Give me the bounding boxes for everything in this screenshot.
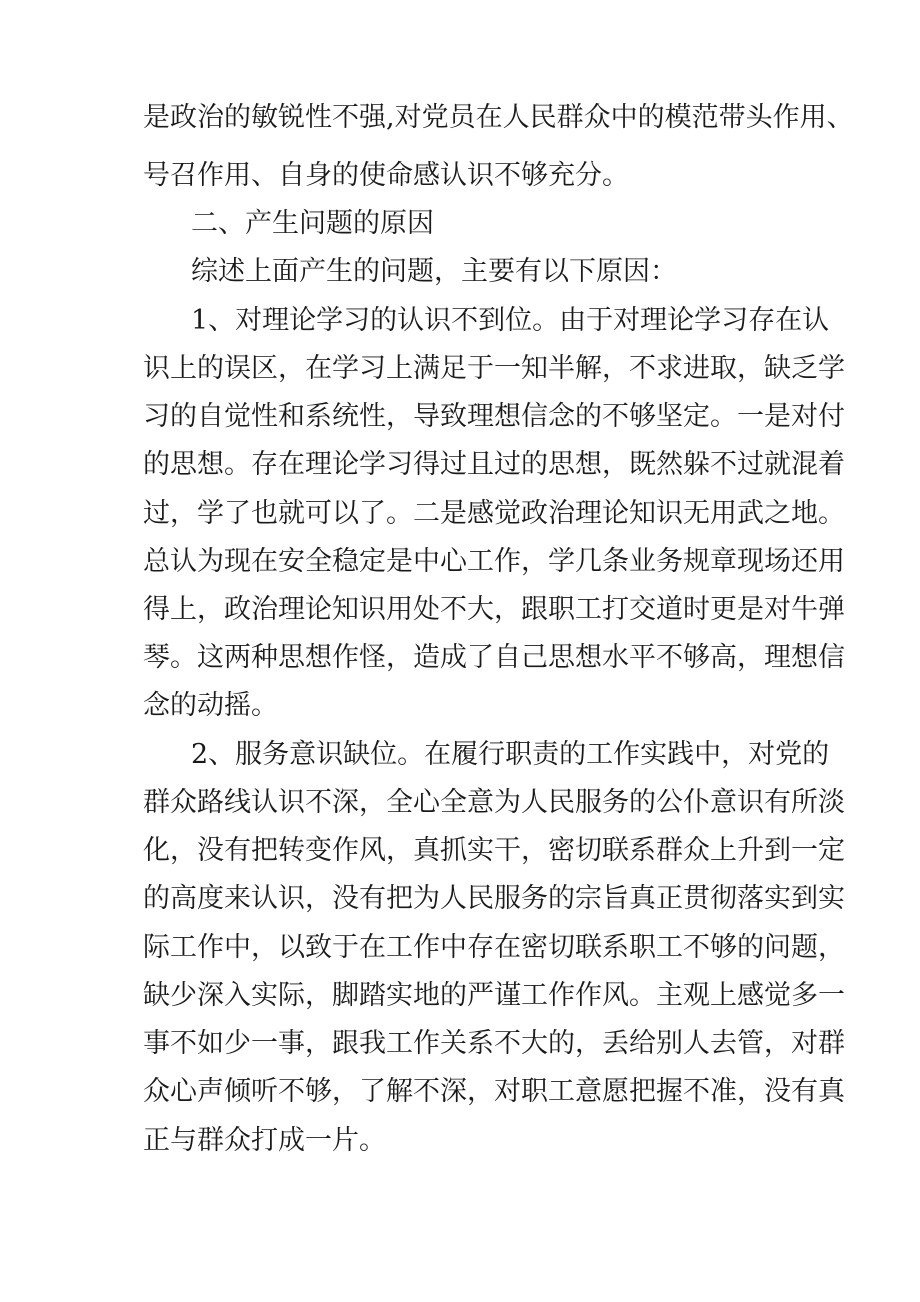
text-line: 事不如少一事，跟我工作关系不大的，丢给别人去管，对群 xyxy=(143,1028,845,1059)
text-line: 习的自觉性和系统性，导致理想信念的不够坚定。一是对付 xyxy=(143,401,845,432)
text-line: 际工作中，以致于在工作中存在密切联系职工不够的问题， xyxy=(143,932,845,963)
text-line: 的高度来认识，没有把为人民服务的宗旨真正贯彻落实到实 xyxy=(143,883,845,914)
text-line: 正与群众打成一片。 xyxy=(143,1125,386,1156)
text-line: 念的动摇。 xyxy=(143,690,278,721)
text-line: 识上的误区，在学习上满足于一知半解，不求进取，缺乏学 xyxy=(143,353,845,384)
text-line: 总认为现在安全稳定是中心工作，学几条业务规章现场还用 xyxy=(143,546,845,577)
text-line: 过，学了也就可以了。二是感觉政治理论知识无用武之地。 xyxy=(143,498,845,529)
text-line: 得上，政治理论知识用处不大，跟职工打交道时更是对牛弹 xyxy=(143,594,845,625)
text-line: 是政治的敏锐性不强,对党员在人民群众中的模范带头作用、 xyxy=(143,102,854,133)
text-line: 2、服务意识缺位。在履行职责的工作实践中，对党的 xyxy=(191,739,830,770)
text-line: 化，没有把转变作风，真抓实干，密切联系群众上升到一定 xyxy=(143,835,845,866)
text-line: 综述上面产生的问题，主要有以下原因： xyxy=(191,256,677,287)
text-line: 琴。这两种思想作怪，造成了自己思想水平不够高，理想信 xyxy=(143,642,845,673)
text-line: 缺少深入实际，脚踏实地的严谨工作作风。主观上感觉多一 xyxy=(143,980,845,1011)
text-line: 众心声倾听不够，了解不深，对职工意愿把握不准，没有真 xyxy=(143,1076,845,1107)
text-line: 的思想。存在理论学习得过且过的思想，既然躲不过就混着 xyxy=(143,449,845,480)
section-heading: 二、产生问题的原因 xyxy=(191,208,434,239)
text-line: 号召作用、自身的使命感认识不够充分。 xyxy=(143,160,629,191)
text-line: 1、对理论学习的认识不到位。由于对理论学习存在认 xyxy=(191,305,830,336)
text-line: 群众路线认识不深，全心全意为人民服务的公仆意识有所淡 xyxy=(143,787,845,818)
